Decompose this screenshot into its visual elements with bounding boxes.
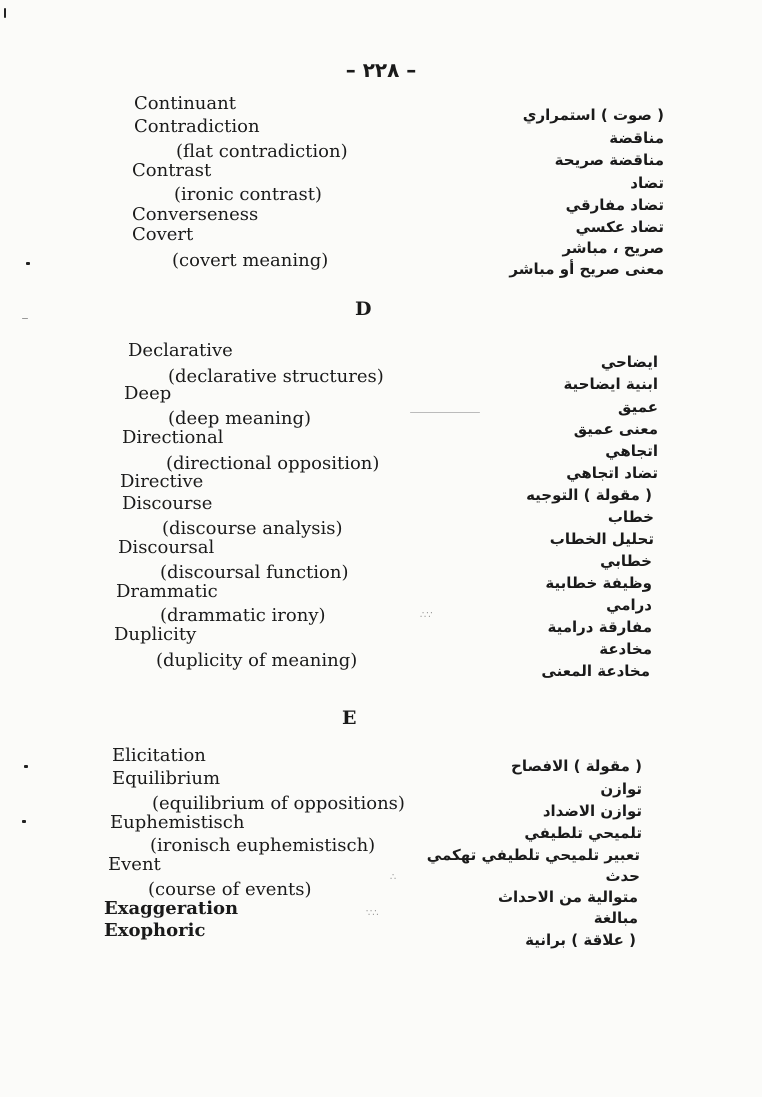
section-heading: D xyxy=(355,298,372,320)
term-arabic: مبالغة xyxy=(593,909,638,927)
term-english: Directional xyxy=(122,427,224,448)
term-english: Exophoric xyxy=(104,920,206,941)
term-english: Duplicity xyxy=(114,624,197,645)
term-english: Drammatic xyxy=(116,581,218,602)
term-arabic: تضاد مفارقي xyxy=(565,196,664,214)
term-arabic: خطابي xyxy=(600,552,652,570)
term-arabic: ( صوت ) استمراري xyxy=(522,106,664,124)
term-english: Exaggeration xyxy=(104,898,239,919)
scan-speck: ∵∴ xyxy=(366,908,379,919)
term-arabic: مناقضة صريحة xyxy=(554,151,664,169)
term-arabic: ايضاحي xyxy=(600,353,658,371)
term-english: Declarative xyxy=(128,340,233,361)
term-english: (ironic contrast) xyxy=(174,184,322,205)
term-english: (flat contradiction) xyxy=(176,141,348,162)
scan-speck xyxy=(410,412,480,413)
term-arabic: توازن الاضداد xyxy=(542,802,642,820)
term-english: Equilibrium xyxy=(112,768,221,789)
term-english: Converseness xyxy=(132,204,259,225)
term-arabic: حدث xyxy=(605,867,640,885)
term-arabic: وظيفة خطابية xyxy=(545,574,652,592)
term-arabic: تضاد عكسي xyxy=(575,218,664,236)
section-heading: E xyxy=(342,707,357,729)
term-arabic: معنى عميق xyxy=(573,420,658,438)
term-arabic: عميق xyxy=(618,398,658,416)
term-english: Continuant xyxy=(134,93,236,114)
term-english: Euphemistisch xyxy=(110,812,245,833)
term-english: Covert xyxy=(132,224,194,245)
term-arabic: تلميحي تلطيفي xyxy=(524,824,642,842)
term-arabic: معنى صريح أو مباشر xyxy=(509,260,664,278)
term-arabic: ( مقولة ) الافصاح xyxy=(511,757,642,775)
term-arabic: مخادعة xyxy=(599,640,652,658)
term-english: Contradiction xyxy=(134,116,260,137)
term-english: (declarative structures) xyxy=(168,366,384,387)
term-english: Event xyxy=(108,854,161,875)
term-english: Deep xyxy=(124,383,172,404)
term-arabic: تضاد اتجاهي xyxy=(566,464,658,482)
term-english: (deep meaning) xyxy=(168,408,312,429)
margin-mark xyxy=(22,820,26,823)
term-arabic: اتجاهي xyxy=(605,442,658,460)
term-english: (course of events) xyxy=(148,879,312,900)
term-arabic: ( مقولة ) التوجيه xyxy=(526,486,652,504)
term-arabic: تضاد xyxy=(630,174,664,192)
term-arabic: توازن xyxy=(600,780,642,798)
term-arabic: خطاب xyxy=(607,508,654,526)
margin-mark xyxy=(22,318,28,319)
term-english: Discourse xyxy=(122,493,213,514)
page-number: – ٢٢٨ – xyxy=(345,58,417,82)
term-english: Discoursal xyxy=(118,537,215,558)
term-english: (discourse analysis) xyxy=(162,518,343,539)
term-arabic: تعبير تلميحي تلطيفي تهكمي xyxy=(426,846,640,864)
term-arabic: صريح ، مباشر xyxy=(562,239,664,257)
term-english: (directional opposition) xyxy=(166,453,380,474)
term-arabic: مناقضة xyxy=(609,129,664,147)
scan-speck: ∴∵ xyxy=(420,610,433,621)
term-english: Elicitation xyxy=(112,745,206,766)
margin-mark xyxy=(24,765,28,768)
term-english: (ironisch euphemistisch) xyxy=(150,835,376,856)
term-english: (drammatic irony) xyxy=(160,605,326,626)
term-arabic: تحليل الخطاب xyxy=(549,530,654,548)
margin-mark xyxy=(4,8,6,18)
term-arabic: متوالية من الاحداث xyxy=(497,888,638,906)
term-english: (discoursal function) xyxy=(160,562,349,583)
margin-mark xyxy=(26,262,30,265)
term-english: (duplicity of meaning) xyxy=(156,650,358,671)
scan-speck: ∴ xyxy=(390,872,397,883)
term-arabic: ابنية ايضاحية xyxy=(563,375,658,393)
term-english: Directive xyxy=(120,471,204,492)
term-arabic: مفارقة درامية xyxy=(547,618,652,636)
term-arabic: مخادعة المعنى xyxy=(541,662,650,680)
term-english: (equilibrium of oppositions) xyxy=(152,793,405,814)
term-english: (covert meaning) xyxy=(172,250,329,271)
term-arabic: درامي xyxy=(606,596,652,614)
term-arabic: ( علاقة ) برانية xyxy=(525,931,636,949)
term-english: Contrast xyxy=(132,160,212,181)
